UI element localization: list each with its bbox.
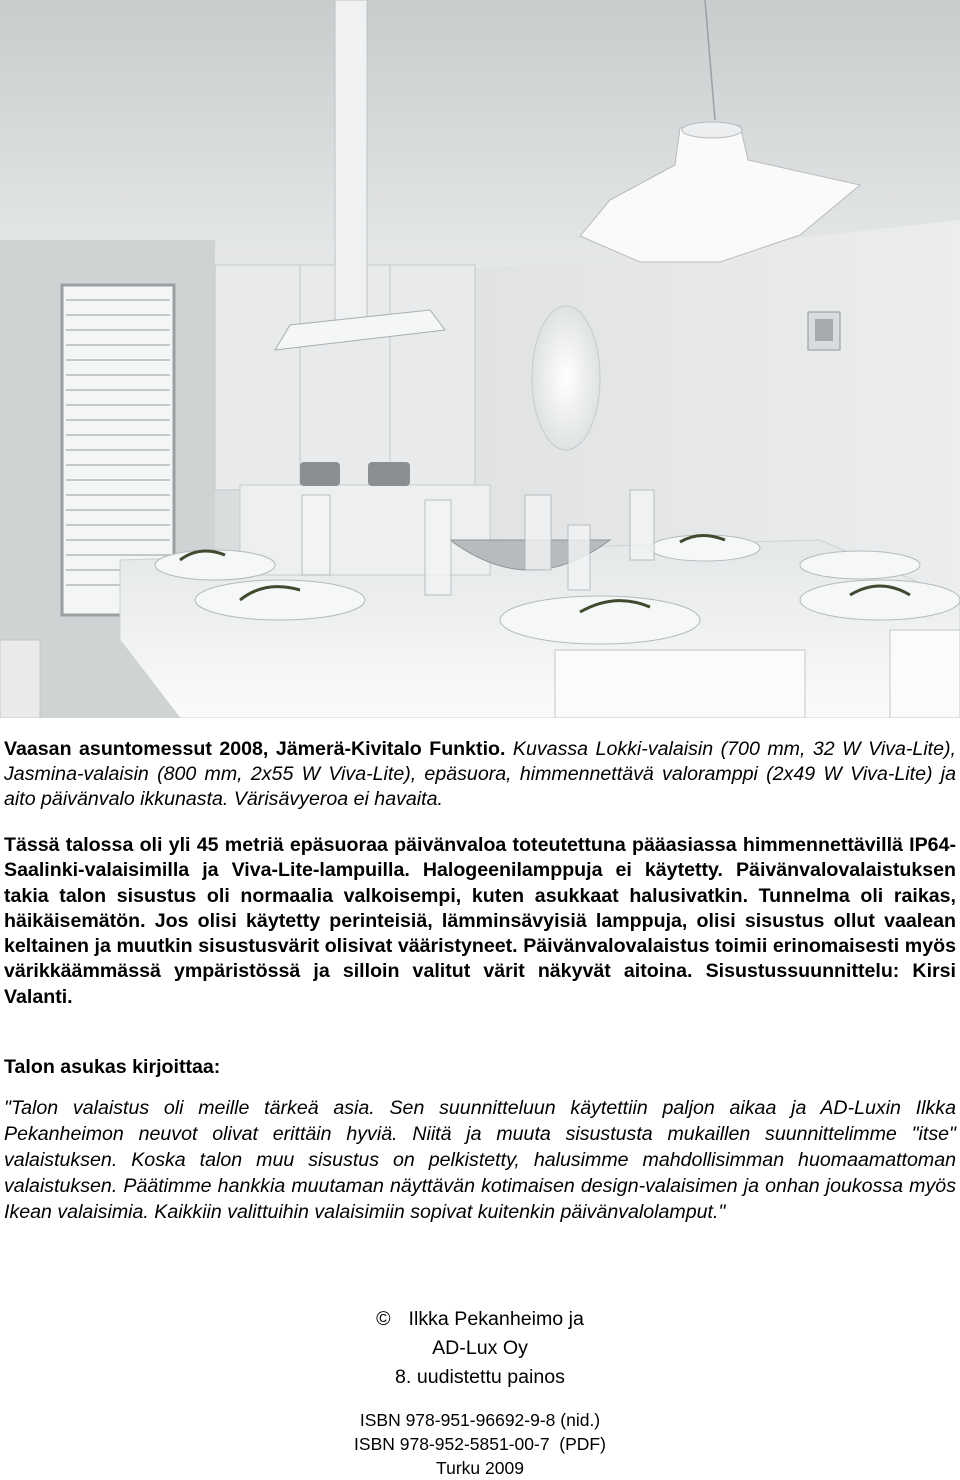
kitchen-photo-illustration — [0, 0, 960, 718]
author-name: Ilkka Pekanheimo ja — [408, 1308, 584, 1330]
isbn-print: ISBN 978-951-96692-9-8 (nid.) — [359, 1410, 601, 1430]
caption-lead: Vaasan asuntomessut 2008, Jämerä-Kivitalo Funktio. — [4, 738, 506, 760]
edition: 8. uudistettu painos — [395, 1366, 565, 1388]
place-year: Turku 2009 — [436, 1458, 524, 1478]
resident-heading: Talon asukas kirjoittaa: — [4, 1056, 221, 1078]
company-name: AD-Lux Oy — [432, 1337, 528, 1359]
photo-caption — [4, 737, 956, 812]
kitchen-photo — [0, 0, 960, 718]
isbn-pdf: ISBN 978-952-5851-00-7 (PDF) — [354, 1434, 606, 1454]
lighting-paragraph: Tässä talossa oli yli 45 metriä epäsuoraa päivänvaloa toteutettuna pääasiassa himmennettävillä IP64-Saalinki-valaisimilla ja Viva-Lite-lampuilla. Halogeenilamppuja ei käytetty. Päivänvalovalaistuksen takia talon sisustus oli normaalia valkoisempi, kuten asukkaat halusivatkin. Tunnelma oli raikas, häikäisemätön. Jos olisi käytetty perinteisiä, lämminsävyisiä lamppuja, olisi sisustus ollut vaalean keltainen ja muutkin sisustusvärit olisivat vääristyneet. Päivänvalovalaistus toimii erinomaisesti myös värikkäämmässä ympäristössä ja silloin valitut värit näkyvät aitoina. Sisustussuunnittelu: Kirsi Valanti. — [4, 834, 956, 1008]
isbn-block — [0, 1408, 960, 1480]
colophon — [0, 1305, 960, 1392]
copyright-icon: © — [376, 1308, 391, 1330]
resident-quote: "Talon valaistus oli meille tärkeä asia. Sen suunnitteluun käytettiin paljon aikaa ja AD-Luxin Ilkka Pekanheimon neuvot olivat erittäin hyviä. Niitä ja muuta sisustusta mukaillen suunnittelimme "itse" valaistuksen. Koska talon muu sisustus on pelkistetty, halusimme mahdollisimman huomaamattoman valaistuksen. Päätimme hankkia muutaman näyttävän kotimaisen design-valaisimen ja onhan joukossa myös Ikean valaisimia. Kaikkiin valittuihin valaisimiin sopivat kuitenkin päivänvalolamput." — [4, 1097, 956, 1223]
author-line — [0, 1305, 960, 1334]
caption-detail: Kuvassa Lokki-valaisin (700 mm, 32 W Viva-Lite), Jasmina-valaisin (800 mm, 2x55 W Viva-Lite), epäsuora, himmennettävä valoramppi (2x49 W Viva-Lite) ja aito päivänvalo ikkunasta. Värisävyeroa ei havaita. — [4, 738, 956, 810]
